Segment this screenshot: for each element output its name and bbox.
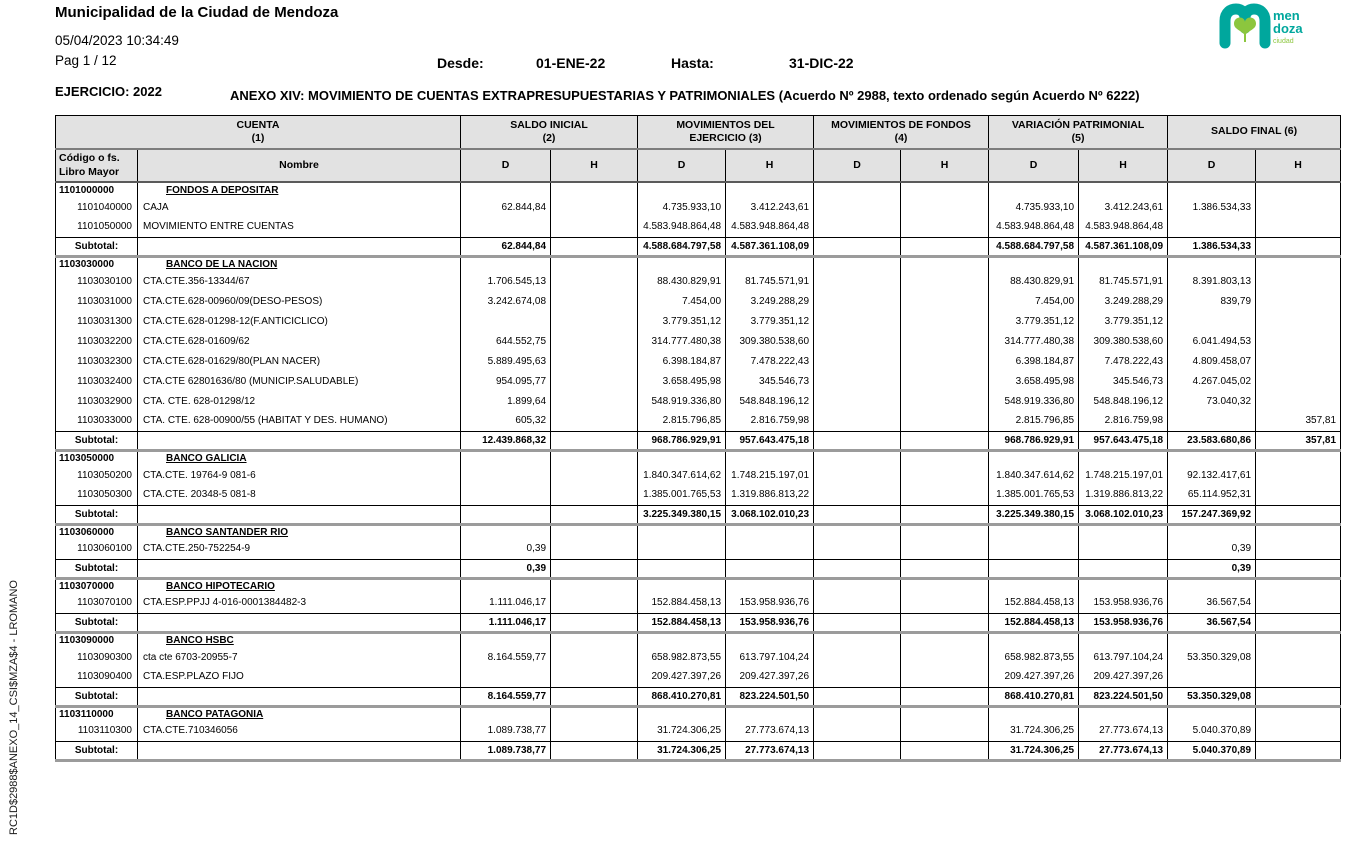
table-row-section: 1103050000 BANCO GALICIA bbox=[56, 450, 1341, 465]
column-header: H bbox=[551, 149, 638, 182]
table-header-groups bbox=[56, 116, 1341, 150]
column-header: Código o fs. Libro Mayor bbox=[56, 149, 138, 182]
ejercicio-label: EJERCICIO: 2022 bbox=[55, 84, 162, 99]
logo-heart-stem bbox=[1244, 34, 1246, 42]
table-row-subtotal: Subtotal: 1.089.738,77 31.724.306,25 27.773.674,13 31.724.306,25 27.773.674,13 5.040.370,89 bbox=[56, 741, 1341, 760]
table-head bbox=[56, 116, 1341, 183]
desde-value: 01-ENE-22 bbox=[536, 55, 606, 71]
table-row-subtotal: Subtotal: 3.225.349.380,15 3.068.102.010,23 3.225.349.380,15 3.068.102.010,23 157.247.369,92 bbox=[56, 505, 1341, 524]
column-group-header: SALDO FINAL (6) bbox=[1168, 116, 1341, 150]
table-row-detail: 1103032300 CTA.CTE.628-01629/80(PLAN NACER) 5.889.495,63 6.398.184,87 7.478.222,43 6.398.184,87 7.478.222,43 4.809.458,07 bbox=[56, 351, 1341, 371]
table-subheaders bbox=[56, 149, 1341, 182]
table-row-detail: 1103110300 CTA.CTE.710346056 1.089.738,77 31.724.306,25 27.773.674,13 31.724.306,25 27.773.674,13 5.040.370,89 bbox=[56, 721, 1341, 741]
table-row-detail: 1103032200 CTA.CTE.628-01609/62 644.552,75 314.777.480,38 309.380.538,60 314.777.480,38 309.380.538,60 6.041.494,53 bbox=[56, 331, 1341, 351]
table-row-subtotal: Subtotal: 8.164.559,77 868.410.270,81 823.224.501,50 868.410.270,81 823.224.501,50 53.350.329,08 bbox=[56, 687, 1341, 706]
column-header: Nombre bbox=[138, 149, 461, 182]
table-row-subtotal: Subtotal: 1.111.046,17 152.884.458,13 153.958.936,76 152.884.458,13 153.958.936,76 36.567,54 bbox=[56, 613, 1341, 632]
column-header: H bbox=[901, 149, 989, 182]
table-row-detail: 1101040000 CAJA 62.844,84 4.735.933,10 3.412.243,61 4.735.933,10 3.412.243,61 1.386.534,33 bbox=[56, 197, 1341, 217]
hasta-label: Hasta: bbox=[671, 55, 714, 71]
table-row-detail: 1103031000 CTA.CTE.628-00960/09(DESO-PESOS) 3.242.674,08 7.454,00 3.249.288,29 7.454,00 3.249.288,29 839,79 bbox=[56, 291, 1341, 311]
table-row-detail: 1101050000 MOVIMIENTO ENTRE CUENTAS 4.583.948.864,48 4.583.948.864,48 4.583.948.864,48 4.583.948.864,48 bbox=[56, 217, 1341, 237]
table-row-detail: 1103070100 CTA.ESP.PPJJ 4-016-0001384482-3 1.111.046,17 152.884.458,13 153.958.936,76 152.884.458,13 153.958.936,76 36.567,54 bbox=[56, 593, 1341, 613]
column-group-header: MOVIMIENTOS DEL EJERCICIO (3) bbox=[638, 116, 814, 150]
table-row-section: 1103070000 BANCO HIPOTECARIO bbox=[56, 578, 1341, 593]
table-row-subtotal: Subtotal: 0,39 0,39 bbox=[56, 559, 1341, 578]
accounts-table-wrapper bbox=[55, 115, 1341, 762]
table-body bbox=[56, 182, 1341, 760]
accounts-table bbox=[55, 115, 1341, 762]
logo-text-line2: doza bbox=[1273, 21, 1303, 36]
mendoza-ciudad-logo bbox=[1216, 2, 1316, 57]
column-header: D bbox=[989, 149, 1079, 182]
column-group-header: SALDO INICIAL (2) bbox=[461, 116, 638, 150]
column-header: H bbox=[1256, 149, 1341, 182]
logo-text-line3: ciudad bbox=[1273, 38, 1294, 45]
table-row-detail: 1103060100 CTA.CTE.250-752254-9 0,39 0,39 bbox=[56, 539, 1341, 559]
column-header: D bbox=[461, 149, 551, 182]
column-group-header: MOVIMIENTOS DE FONDOS (4) bbox=[814, 116, 989, 150]
table-row-detail: 1103031300 CTA.CTE.628-01298-12(F.ANTICICLICO) 3.779.351,12 3.779.351,12 3.779.351,12 3.779.351,12 bbox=[56, 311, 1341, 331]
table-row-section: 1103110000 BANCO PATAGONIA bbox=[56, 706, 1341, 721]
table-row-detail: 1103050200 CTA.CTE. 19764-9 081-6 1.840.347.614,62 1.748.215.197,01 1.840.347.614,62 1.748.215.197,01 92.132.417,61 bbox=[56, 465, 1341, 485]
table-row-subtotal: Subtotal: 12.439.868,32 968.786.929,91 957.643.475,18 968.786.929,91 957.643.475,18 23.583.680,86 357,81 bbox=[56, 431, 1341, 450]
column-header: D bbox=[1168, 149, 1256, 182]
logo-graphic bbox=[1216, 2, 1316, 52]
table-row-detail: 1103032900 CTA. CTE. 628-01298/12 1.899,64 548.919.336,80 548.848.196,12 548.919.336,80 548.848.196,12 73.040,32 bbox=[56, 391, 1341, 411]
column-group-header: CUENTA (1) bbox=[56, 116, 461, 150]
column-header: H bbox=[726, 149, 814, 182]
print-datetime: 05/04/2023 10:34:49 bbox=[55, 33, 179, 48]
logo-text-line1: men bbox=[1273, 8, 1300, 23]
column-header: H bbox=[1079, 149, 1168, 182]
table-row-detail: 1103032400 CTA.CTE 62801636/80 (MUNICIP.SALUDABLE) 954.095,77 3.658.495,98 345.546,73 3.658.495,98 345.546,73 4.267.045,02 bbox=[56, 371, 1341, 391]
table-row-detail: 1103030100 CTA.CTE.356-13344/67 1.706.545,13 88.430.829,91 81.745.571,91 88.430.829,91 81.745.571,91 8.391.803,13 bbox=[56, 271, 1341, 291]
page-number: Pag 1 / 12 bbox=[55, 53, 117, 68]
column-group-header: VARIACIÓN PATRIMONIAL (5) bbox=[989, 116, 1168, 150]
table-row-section: 1103090000 BANCO HSBC bbox=[56, 632, 1341, 647]
desde-label: Desde: bbox=[437, 55, 484, 71]
table-row-subtotal: Subtotal: 62.844,84 4.588.684.797,58 4.587.361.108,09 4.588.684.797,58 4.587.361.108,09 1.386.534,33 bbox=[56, 237, 1341, 256]
table-row-detail: 1103050300 CTA.CTE. 20348-5 081-8 1.385.001.765,53 1.319.886.813,22 1.385.001.765,53 1.319.886.813,22 65.114.952,31 bbox=[56, 485, 1341, 505]
anexo-title: ANEXO XIV: MOVIMIENTO DE CUENTAS EXTRAPRESUPUESTARIAS Y PATRIMONIALES (Acuerdo Nº 2988, texto ordenado según Acuerdo Nº 6222) bbox=[230, 88, 1140, 103]
table-row-section: 1101000000 FONDOS A DEPOSITAR bbox=[56, 182, 1341, 197]
table-row-detail: 1103090400 CTA.ESP.PLAZO FIJO 209.427.397,26 209.427.397,26 209.427.397,26 209.427.397,26 bbox=[56, 667, 1341, 687]
table-row-detail: 1103033000 CTA. CTE. 628-00900/55 (HABITAT Y DES. HUMANO) 605,32 2.815.796,85 2.816.759,98 2.815.796,85 2.816.759,98 357,81 bbox=[56, 411, 1341, 431]
report-id-vertical-text: RC1D$2988$ANEXO_14_CSI$MZA$4 - LROMANO bbox=[8, 580, 20, 835]
column-header: D bbox=[814, 149, 901, 182]
table-row-detail: 1103090300 cta cte 6703-20955-7 8.164.559,77 658.982.873,55 613.797.104,24 658.982.873,55 613.797.104,24 53.350.329,08 bbox=[56, 647, 1341, 667]
column-header: D bbox=[638, 149, 726, 182]
table-row-section: 1103060000 BANCO SANTANDER RIO bbox=[56, 524, 1341, 539]
page-title: Municipalidad de la Ciudad de Mendoza bbox=[55, 4, 339, 21]
hasta-value: 31-DIC-22 bbox=[789, 55, 854, 71]
table-row-section: 1103030000 BANCO DE LA NACION bbox=[56, 256, 1341, 271]
